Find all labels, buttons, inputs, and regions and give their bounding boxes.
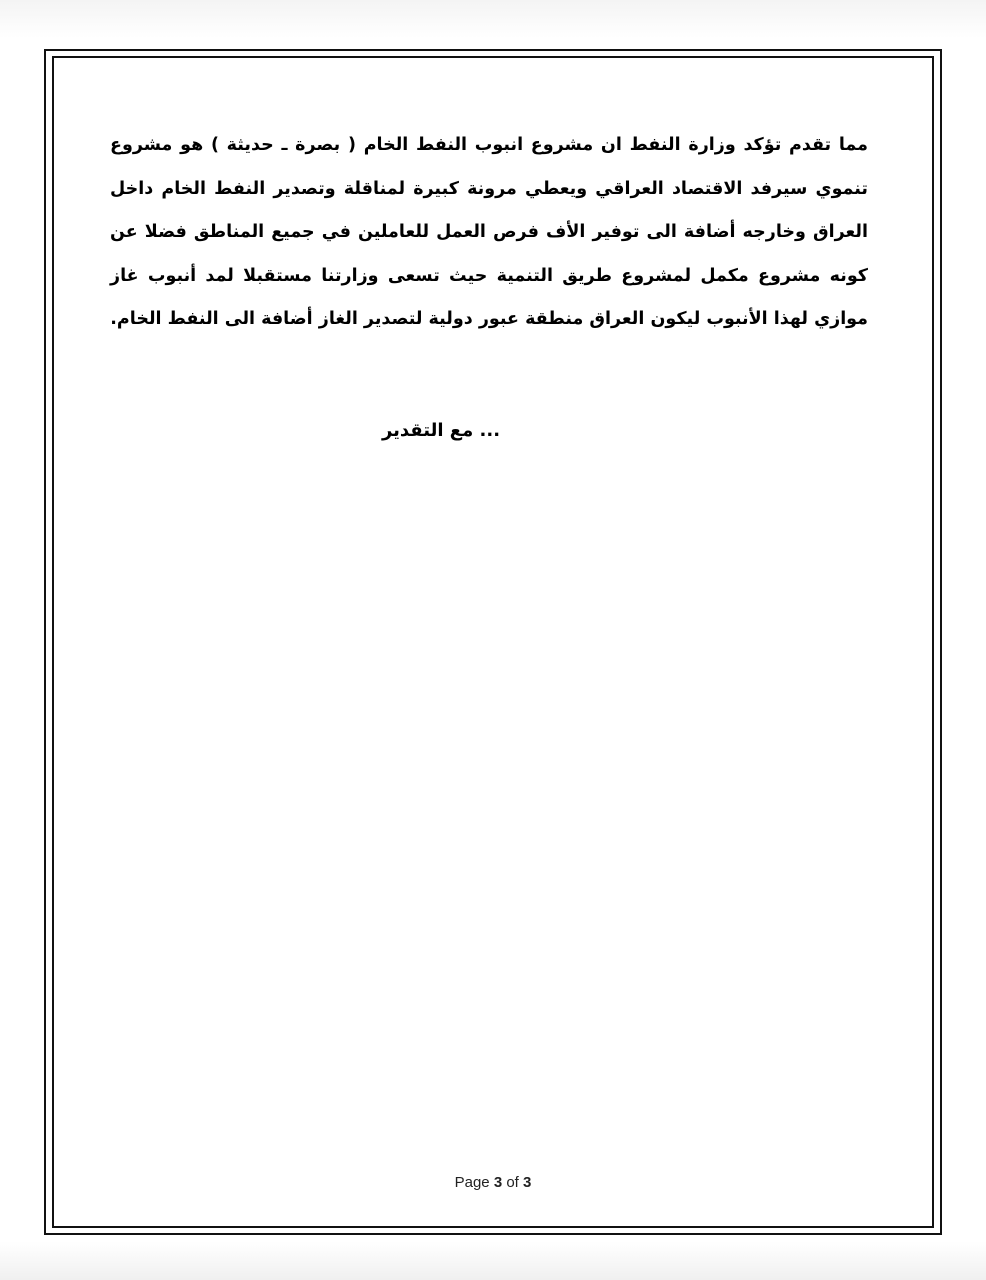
closing-text: ... مع التقدير — [381, 420, 501, 441]
body-paragraph: مما تقدم تؤكد وزارة النفط ان مشروع انبوب النفط الخام ( بصرة ـ حديثة ) هو مشروع تنموي سيرفد الاقتصاد العراقي ويعطي مرونة كبيرة لمناقلة وتصدير النفط الخام داخل العراق وخارجه أضافة الى توفير الأف فرص العمل للعاملين في جميع المناطق فضلا عن كونه مشروع مكمل لمشروع طريق التنمية حيث تسعى وزارتنا مستقبلا لمد أنبوب غاز موازي لهذا الأنبوب ليكون العراق منطقة عبور دولية لتصدير الغاز أضافة الى النفط الخام. — [110, 135, 868, 329]
page-word: Page — [454, 1174, 490, 1191]
of-word: of — [506, 1174, 519, 1191]
page-number — [455, 1174, 532, 1191]
current-page-number: 3 — [493, 1174, 503, 1191]
closing-line — [0, 420, 986, 441]
page-footer — [0, 1174, 986, 1191]
total-pages-number: 3 — [523, 1174, 532, 1191]
